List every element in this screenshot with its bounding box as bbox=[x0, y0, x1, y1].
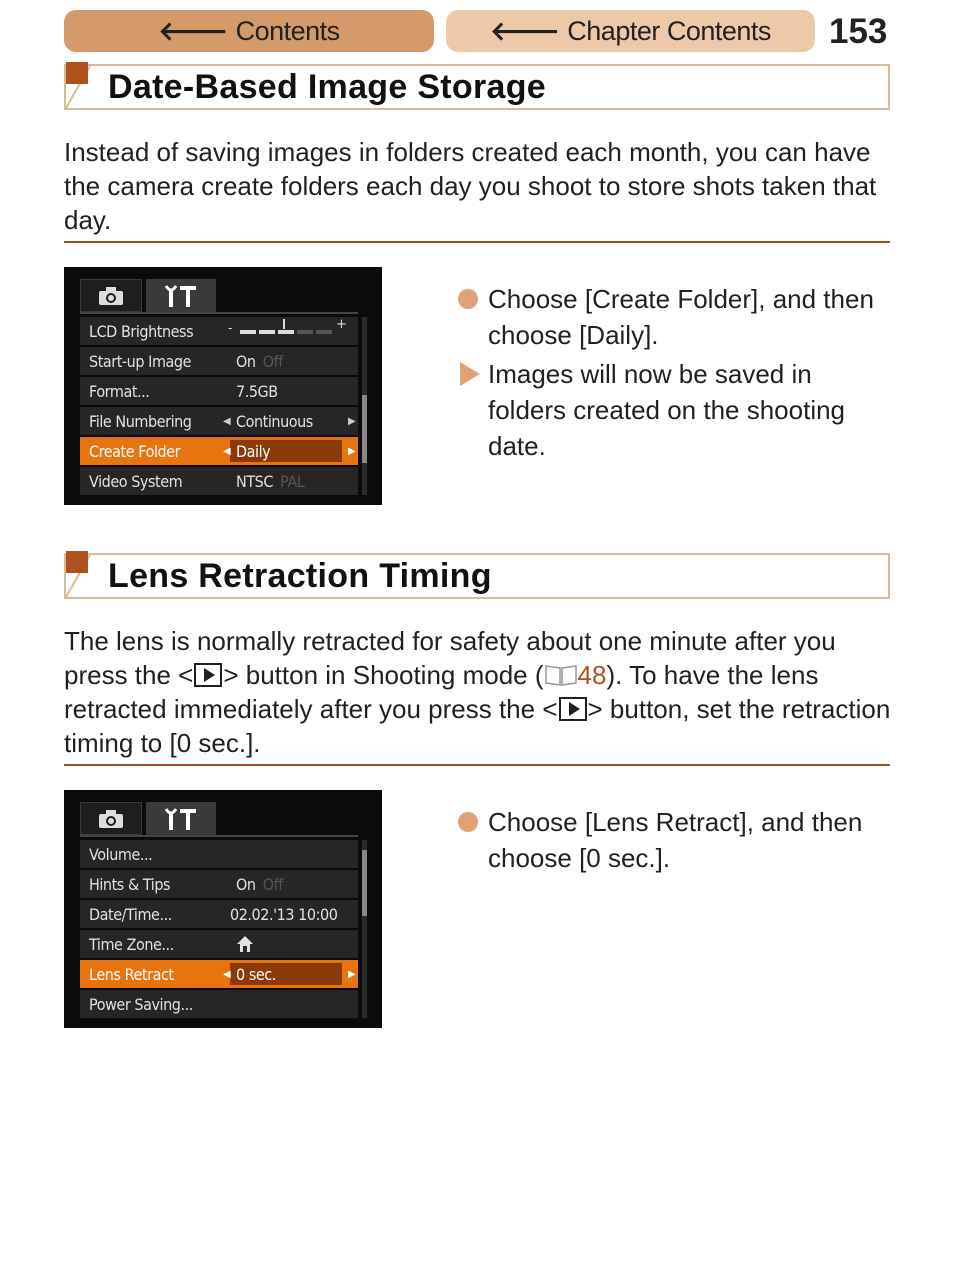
page-reference-link[interactable]: 48 bbox=[577, 660, 607, 690]
contents-label: Contents bbox=[235, 15, 340, 46]
book-icon bbox=[544, 663, 578, 687]
playback-button-icon bbox=[559, 697, 587, 721]
chapter-contents-button[interactable] bbox=[446, 10, 815, 52]
menu-row-time-zone: Time Zone... bbox=[80, 930, 358, 958]
page-number: 153 bbox=[829, 12, 888, 51]
camera-menu-screenshot bbox=[64, 790, 382, 1028]
menu-row-startup-image: Start-up Image On Off bbox=[80, 347, 358, 375]
section-header-date-storage bbox=[64, 64, 890, 110]
instruction-list bbox=[456, 804, 896, 879]
divider bbox=[64, 764, 890, 766]
back-arrow-icon: 🡐 bbox=[158, 15, 228, 46]
scrollbar-thumb bbox=[362, 850, 367, 916]
menu-row-format: Format... 7.5GB bbox=[80, 377, 358, 405]
header-square-marker bbox=[66, 551, 88, 573]
scrollbar-thumb bbox=[362, 395, 367, 463]
menu-row-lcd-brightness: LCD Brightness - + bbox=[80, 317, 358, 345]
tools-icon bbox=[146, 802, 216, 835]
right-arrow-icon: ▶ bbox=[348, 415, 356, 427]
menu-row-video-system: Video System NTSC PAL bbox=[80, 467, 358, 495]
section-title: Lens Retraction Timing bbox=[108, 557, 492, 595]
list-item: Choose [Create Folder], and then choose [Daily]. bbox=[456, 281, 896, 353]
bullet-dot-icon bbox=[458, 289, 478, 309]
right-arrow-icon: ▶ bbox=[348, 968, 356, 980]
playback-button-icon bbox=[194, 663, 222, 687]
home-icon bbox=[236, 935, 254, 953]
menu-row-create-folder: ◀ Create Folder Daily ▶ bbox=[80, 437, 358, 465]
camera-menu-screenshot bbox=[64, 267, 382, 505]
menu-row-date-time: Date/Time... 02.02.'13 10:00 bbox=[80, 900, 358, 928]
section-header-lens-retraction bbox=[64, 553, 890, 599]
left-arrow-icon: ◀ bbox=[223, 415, 231, 427]
divider bbox=[64, 241, 890, 243]
chapter-contents-label: Chapter Contents bbox=[567, 15, 771, 46]
menu-row-file-numbering: ◀ File Numbering Continuous ▶ bbox=[80, 407, 358, 435]
bullet-dot-icon bbox=[458, 812, 478, 832]
section-title: Date-Based Image Storage bbox=[108, 68, 547, 106]
right-arrow-icon: ▶ bbox=[348, 445, 356, 457]
menu-row-power-saving: Power Saving... bbox=[80, 990, 358, 1018]
camera-icon bbox=[80, 279, 142, 312]
section-intro: The lens is normally retracted for safety about one minute after you press the < > button in Shooting mode ( 48). To have the lens retracted immediately after you press the < > button, set the retraction timing to [0 sec.]. bbox=[64, 626, 891, 758]
result-arrow-icon bbox=[460, 362, 480, 386]
tools-icon bbox=[146, 279, 216, 312]
header-square-marker bbox=[66, 62, 88, 84]
list-item: Images will now be saved in folders created on the shooting date. bbox=[456, 356, 896, 464]
instruction-list bbox=[456, 281, 896, 467]
left-arrow-icon: ◀ bbox=[223, 445, 231, 457]
menu-row-hints-tips: Hints & Tips On Off bbox=[80, 870, 358, 898]
camera-icon bbox=[80, 802, 142, 835]
list-item: Choose [Lens Retract], and then choose [0 sec.]. bbox=[456, 804, 896, 876]
back-arrow-icon: 🡐 bbox=[490, 15, 560, 46]
menu-row-lens-retract: ◀ Lens Retract 0 sec. ▶ bbox=[80, 960, 358, 988]
menu-row-volume: Volume... bbox=[80, 840, 358, 868]
contents-button[interactable] bbox=[64, 10, 434, 52]
section-intro: Instead of saving images in folders created each month, you can have the camera create folders each day you shoot to store shots taken that day. bbox=[64, 137, 877, 235]
left-arrow-icon: ◀ bbox=[223, 968, 231, 980]
